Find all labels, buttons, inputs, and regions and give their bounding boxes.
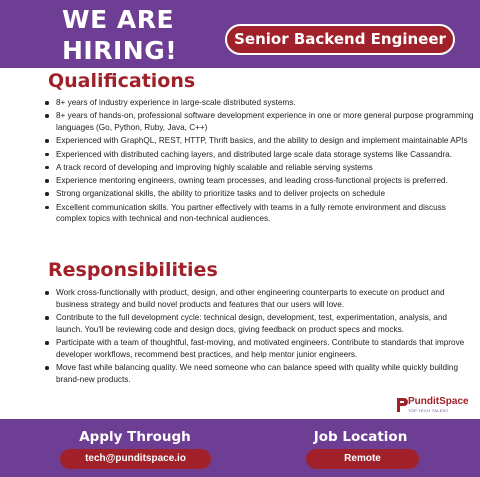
list-item: Contribute to the full development cycle: technical design, development, test, experimentation, analysis, and launch. You'll be reviewing code and design docs, giving feedback on product specs and mocks.: [44, 312, 474, 335]
apply-email-link[interactable]: tech@punditspace.io: [60, 449, 211, 469]
qualifications-title: Qualifications: [48, 70, 196, 92]
hiring-headline: [62, 4, 177, 66]
apply-title: Apply Through: [79, 429, 191, 445]
list-item: Move fast while balancing quality. We need someone who can balance speed with quality while quickly building brand-new products.: [44, 362, 474, 385]
list-item: Strong organizational skills, the ability to prioritize tasks and to deliver projects on schedule: [44, 188, 474, 200]
responsibilities-title: Responsibilities: [48, 259, 218, 281]
logo-tagline: TOP TECH TALENT: [408, 408, 449, 413]
headline-line-1: WE ARE: [62, 5, 175, 34]
role-badge: Senior Backend Engineer: [225, 24, 455, 55]
list-item: Work cross-functionally with product, design, and other engineering counterparts to execute on product and business strategy and build novel products and features that our users will love.: [44, 287, 474, 310]
list-item: 8+ years of hands-on, professional software development experience in one or more general purpose programming languages (Go, Python, Ruby, Java, C++): [44, 110, 474, 133]
footer-banner: [0, 419, 480, 477]
punditspace-logo: [395, 395, 477, 419]
list-item: A track record of developing and improving highly scalable and reliable serving systems: [44, 162, 474, 174]
list-item: Experience mentoring engineers, owning team processes, and leading cross-functional projects is preferred.: [44, 175, 474, 187]
headline-line-2: HIRING!: [62, 36, 178, 65]
list-item: 8+ years of industry experience in large-scale distributed systems.: [44, 97, 474, 109]
header-banner: [0, 0, 480, 68]
list-item: Experienced with GraphQL, REST, HTTP, Thrift basics, and the ability to design and implement maintainable APIs: [44, 135, 474, 147]
list-item: Experienced with distributed caching layers, and distributed large scale data storage systems like Cassandra.: [44, 149, 474, 161]
job-location-badge: Remote: [306, 449, 419, 469]
responsibilities-list: [44, 287, 474, 387]
logo-mark-icon: [395, 397, 408, 413]
qualifications-list: [44, 97, 474, 227]
logo-name: PunditSpace: [408, 396, 469, 407]
list-item: Participate with a team of thoughtful, fast-moving, and motivated engineers. Contribute to standards that improve developer workflows, recommend best practices, and help mentor junior engineers.: [44, 337, 474, 360]
list-item: Excellent communication skills. You partner effectively with teams in a fully remote environment and discuss complex topics with technical and non-technical audiences.: [44, 202, 474, 225]
job-location-title: Job Location: [313, 429, 408, 445]
